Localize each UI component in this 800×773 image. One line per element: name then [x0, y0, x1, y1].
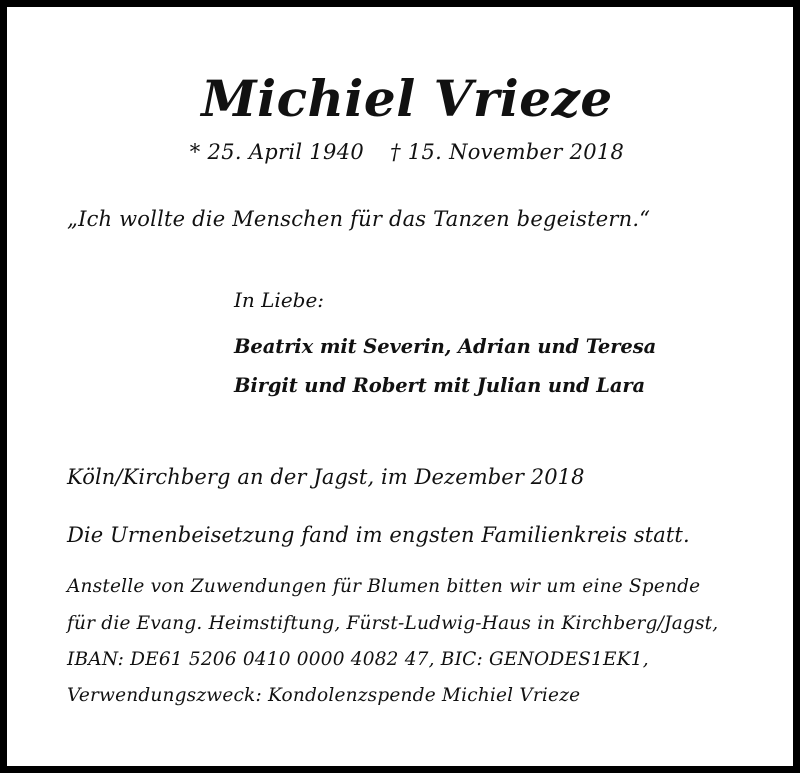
- deceased-name: Michiel Vrieze: [201, 69, 613, 128]
- family-line: Beatrix mit Severin, Adrian und Teresa: [234, 335, 657, 358]
- family-line: Birgit und Robert mit Julian und Lara: [234, 374, 646, 397]
- in-love-label: In Liebe:: [234, 288, 325, 312]
- urn-burial-note: Die Urnenbeisetzung fand im engsten Familienkreis statt.: [67, 523, 690, 547]
- life-dates: [7, 137, 800, 167]
- death-date: † 15. November 2018: [390, 140, 625, 164]
- donation-line: Anstelle von Zuwendungen für Blumen bitten wir um eine Spende: [67, 576, 701, 597]
- place-and-date: Köln/Kirchberg an der Jagst, im Dezember 2018: [67, 465, 585, 489]
- birth-date: * 25. April 1940: [189, 140, 365, 164]
- donation-line: Verwendungszweck: Kondolenzspende Michiel Vrieze: [67, 685, 581, 706]
- quote: „Ich wollte die Menschen für das Tanzen begeistern.“: [67, 207, 651, 231]
- donation-line: IBAN: DE61 5206 0410 0000 4082 47, BIC: GENODES1EK1,: [67, 649, 649, 670]
- donation-line: für die Evang. Heimstiftung, Fürst-Ludwig-Haus in Kirchberg/Jagst,: [67, 613, 719, 634]
